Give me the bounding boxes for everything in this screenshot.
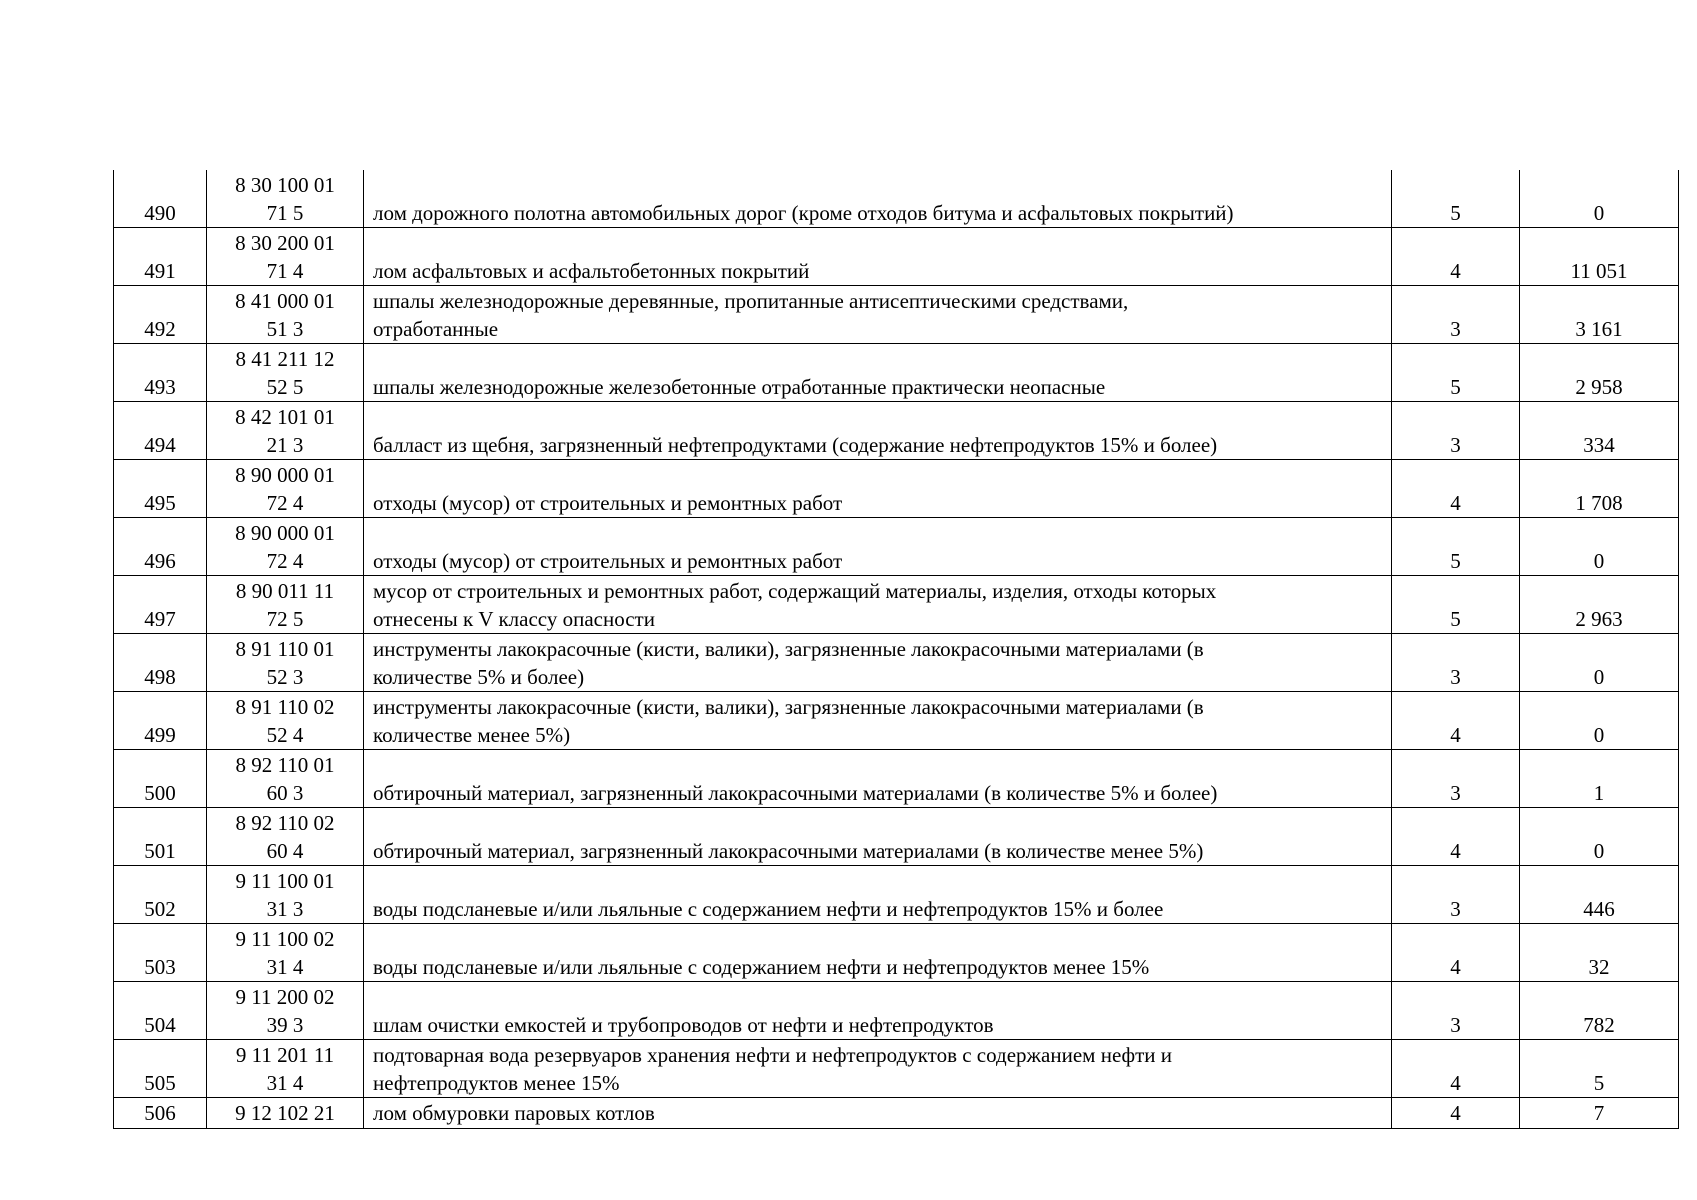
quantity-cell: 11 051 — [1520, 228, 1679, 286]
waste-description-line: подтоварная вода резервуаров хранения нефти и нефтепродуктов с содержанием нефти и — [373, 1043, 1173, 1067]
hazard-class-cell: 3 — [1392, 634, 1520, 692]
hazard-class-cell: 4 — [1392, 1040, 1520, 1098]
waste-description-line: количестве менее 5%) — [373, 723, 571, 747]
row-number-cell: 493 — [114, 344, 207, 402]
quantity-cell: 0 — [1520, 634, 1679, 692]
waste-code-line: 31 4 — [266, 955, 304, 979]
quantity-cell: 334 — [1520, 402, 1679, 460]
waste-description-cell — [364, 634, 1392, 692]
table-row — [114, 634, 1679, 692]
waste-description-cell — [364, 982, 1392, 1040]
waste-code-line: 71 4 — [266, 259, 304, 283]
waste-description-cell — [364, 1098, 1392, 1129]
waste-description-cell — [364, 866, 1392, 924]
waste-description-cell — [364, 808, 1392, 866]
waste-code-line: 72 4 — [266, 491, 304, 515]
waste-description-line: балласт из щебня, загрязненный нефтепродуктами (содержание нефтепродуктов 15% и более) — [373, 433, 1218, 457]
table-row — [114, 518, 1679, 576]
row-number-cell: 498 — [114, 634, 207, 692]
waste-description-line: нефтепродуктов менее 15% — [373, 1071, 620, 1095]
hazard-class-cell: 4 — [1392, 1098, 1520, 1129]
waste-description-line: воды подсланевые и/или льяльные с содержанием нефти и нефтепродуктов менее 15% — [373, 955, 1150, 979]
table-row — [114, 1040, 1679, 1098]
waste-description-line: инструменты лакокрасочные (кисти, валики), загрязненные лакокрасочными материалами (в — [373, 695, 1204, 719]
waste-description-cell — [364, 692, 1392, 750]
waste-code-line: 8 30 100 01 — [235, 173, 335, 197]
quantity-cell: 0 — [1520, 170, 1679, 228]
waste-description-cell — [364, 402, 1392, 460]
waste-code-cell — [207, 228, 364, 286]
row-number-cell: 503 — [114, 924, 207, 982]
table-row — [114, 344, 1679, 402]
quantity-cell: 32 — [1520, 924, 1679, 982]
table-row — [114, 750, 1679, 808]
row-number-cell: 491 — [114, 228, 207, 286]
quantity-cell: 0 — [1520, 518, 1679, 576]
row-number-cell: 490 — [114, 170, 207, 228]
waste-description-line: лом обмуровки паровых котлов — [373, 1101, 655, 1125]
hazard-class-cell: 4 — [1392, 692, 1520, 750]
table-row — [114, 866, 1679, 924]
quantity-cell: 1 708 — [1520, 460, 1679, 518]
waste-description-cell — [364, 576, 1392, 634]
waste-code-cell — [207, 750, 364, 808]
hazard-class-cell: 3 — [1392, 866, 1520, 924]
hazard-class-cell: 5 — [1392, 344, 1520, 402]
waste-code-line: 51 3 — [266, 317, 304, 341]
waste-code-line: 52 5 — [266, 375, 304, 399]
waste-description-line: отходы (мусор) от строительных и ремонтных работ — [373, 549, 843, 573]
hazard-class-cell: 5 — [1392, 170, 1520, 228]
table-row — [114, 692, 1679, 750]
hazard-class-cell: 3 — [1392, 982, 1520, 1040]
table-row — [114, 460, 1679, 518]
waste-description-line: отнесены к V классу опасности — [373, 607, 655, 631]
hazard-class-cell: 3 — [1392, 286, 1520, 344]
waste-description-line: отработанные — [373, 317, 499, 341]
table-row — [114, 402, 1679, 460]
table-row — [114, 286, 1679, 344]
waste-code-cell — [207, 170, 364, 228]
row-number-cell: 501 — [114, 808, 207, 866]
waste-code-line: 9 11 100 02 — [235, 927, 335, 951]
waste-code-line: 8 30 200 01 — [235, 231, 335, 255]
row-number-cell: 500 — [114, 750, 207, 808]
waste-code-cell — [207, 402, 364, 460]
waste-code-cell — [207, 866, 364, 924]
quantity-cell: 446 — [1520, 866, 1679, 924]
hazard-class-cell: 4 — [1392, 924, 1520, 982]
waste-code-cell — [207, 634, 364, 692]
waste-code-line: 8 90 000 01 — [235, 463, 335, 487]
waste-code-line: 9 12 102 21 — [235, 1101, 335, 1125]
row-number-cell: 506 — [114, 1098, 207, 1129]
waste-code-cell — [207, 982, 364, 1040]
waste-table-body — [114, 170, 1679, 1129]
table-row — [114, 576, 1679, 634]
quantity-cell: 5 — [1520, 1040, 1679, 1098]
row-number-cell: 502 — [114, 866, 207, 924]
waste-description-cell — [364, 924, 1392, 982]
waste-code-line: 71 5 — [266, 201, 304, 225]
waste-code-line: 8 92 110 01 — [235, 753, 335, 777]
hazard-class-cell: 4 — [1392, 460, 1520, 518]
waste-code-cell — [207, 1098, 364, 1129]
waste-code-cell — [207, 518, 364, 576]
waste-code-line: 9 11 201 11 — [235, 1043, 335, 1067]
waste-description-line: мусор от строительных и ремонтных работ, содержащий материалы, изделия, отходы которых — [373, 579, 1217, 603]
waste-description-line: лом асфальтовых и асфальтобетонных покрытий — [373, 259, 810, 283]
table-row — [114, 228, 1679, 286]
quantity-cell: 0 — [1520, 692, 1679, 750]
waste-code-line: 72 4 — [266, 549, 304, 573]
waste-description-cell — [364, 460, 1392, 518]
waste-code-cell — [207, 460, 364, 518]
hazard-class-cell: 4 — [1392, 808, 1520, 866]
waste-description-line: отходы (мусор) от строительных и ремонтных работ — [373, 491, 843, 515]
waste-description-line: воды подсланевые и/или льяльные с содержанием нефти и нефтепродуктов 15% и более — [373, 897, 1164, 921]
waste-code-line: 52 4 — [266, 723, 304, 747]
waste-code-cell — [207, 286, 364, 344]
waste-table — [113, 170, 1679, 1129]
waste-description-line: лом дорожного полотна автомобильных дорог (кроме отходов битума и асфальтовых покрытий) — [373, 201, 1234, 225]
quantity-cell: 1 — [1520, 750, 1679, 808]
waste-code-line: 8 90 011 11 — [235, 579, 335, 603]
waste-description-line: обтирочный материал, загрязненный лакокрасочными материалами (в количестве 5% и более) — [373, 781, 1218, 805]
quantity-cell: 3 161 — [1520, 286, 1679, 344]
waste-description-cell — [364, 344, 1392, 402]
waste-code-cell — [207, 576, 364, 634]
waste-code-line: 60 3 — [266, 781, 304, 805]
waste-code-line: 8 90 000 01 — [235, 521, 335, 545]
quantity-cell: 2 963 — [1520, 576, 1679, 634]
waste-code-cell — [207, 692, 364, 750]
waste-description-cell — [364, 750, 1392, 808]
waste-description-line: количестве 5% и более) — [373, 665, 585, 689]
waste-code-line: 52 3 — [266, 665, 304, 689]
waste-code-line: 8 91 110 01 — [235, 637, 335, 661]
waste-description-cell — [364, 228, 1392, 286]
waste-code-line: 31 4 — [266, 1071, 304, 1095]
quantity-cell: 2 958 — [1520, 344, 1679, 402]
waste-code-line: 8 41 000 01 — [235, 289, 335, 313]
waste-description-line: шпалы железнодорожные железобетонные отработанные практически неопасные — [373, 375, 1106, 399]
waste-description-line: шпалы железнодорожные деревянные, пропитанные антисептическими средствами, — [373, 289, 1129, 313]
table-row — [114, 924, 1679, 982]
waste-code-cell — [207, 924, 364, 982]
quantity-cell: 782 — [1520, 982, 1679, 1040]
waste-description-cell — [364, 1040, 1392, 1098]
waste-description-line: шлам очистки емкостей и трубопроводов от нефти и нефтепродуктов — [373, 1013, 994, 1037]
waste-code-line: 39 3 — [266, 1013, 304, 1037]
waste-description-cell — [364, 286, 1392, 344]
waste-code-cell — [207, 808, 364, 866]
waste-code-line: 8 41 211 12 — [235, 347, 335, 371]
waste-code-line: 72 5 — [266, 607, 304, 631]
waste-description-cell — [364, 170, 1392, 228]
waste-description-cell — [364, 518, 1392, 576]
row-number-cell: 499 — [114, 692, 207, 750]
hazard-class-cell: 3 — [1392, 750, 1520, 808]
waste-code-line: 9 11 100 01 — [235, 869, 335, 893]
table-row — [114, 170, 1679, 228]
hazard-class-cell: 5 — [1392, 518, 1520, 576]
row-number-cell: 492 — [114, 286, 207, 344]
waste-code-line: 60 4 — [266, 839, 304, 863]
waste-code-line: 31 3 — [266, 897, 304, 921]
waste-code-line: 9 11 200 02 — [235, 985, 335, 1009]
waste-code-line: 8 42 101 01 — [235, 405, 335, 429]
quantity-cell: 0 — [1520, 808, 1679, 866]
hazard-class-cell: 5 — [1392, 576, 1520, 634]
row-number-cell: 504 — [114, 982, 207, 1040]
table-row — [114, 1098, 1679, 1129]
waste-description-line: обтирочный материал, загрязненный лакокрасочными материалами (в количестве менее 5%) — [373, 839, 1204, 863]
row-number-cell: 496 — [114, 518, 207, 576]
row-number-cell: 494 — [114, 402, 207, 460]
row-number-cell: 497 — [114, 576, 207, 634]
waste-code-line: 8 91 110 02 — [235, 695, 335, 719]
waste-code-cell — [207, 344, 364, 402]
hazard-class-cell: 3 — [1392, 402, 1520, 460]
table-row — [114, 808, 1679, 866]
hazard-class-cell: 4 — [1392, 228, 1520, 286]
quantity-cell: 7 — [1520, 1098, 1679, 1129]
waste-code-cell — [207, 1040, 364, 1098]
row-number-cell: 495 — [114, 460, 207, 518]
waste-code-line: 21 3 — [266, 433, 304, 457]
row-number-cell: 505 — [114, 1040, 207, 1098]
waste-description-line: инструменты лакокрасочные (кисти, валики), загрязненные лакокрасочными материалами (в — [373, 637, 1204, 661]
table-row — [114, 982, 1679, 1040]
waste-code-line: 8 92 110 02 — [235, 811, 335, 835]
